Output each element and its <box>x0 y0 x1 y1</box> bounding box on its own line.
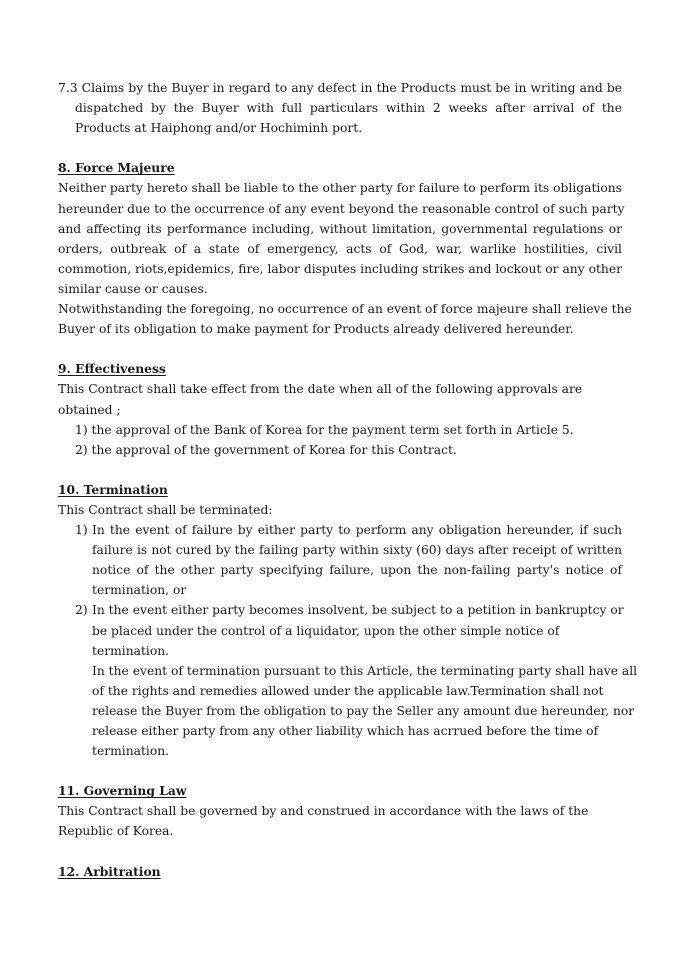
list-item-line: of the rights and remedies allowed under the applicable law.Termination shall not <box>92 683 604 698</box>
list-item-line: failure is not cured by the failing party within sixty (60) days after receipt of written <box>92 543 622 558</box>
paragraph-line: 7.3 Claims by the Buyer in regard to any defect in the Products must be in writing and be <box>58 81 622 95</box>
list-item-text: In the event of failure by either party to perform any obligation hereunder, if such <box>92 523 622 538</box>
list-item: 1) the approval of the Bank of Korea for the payment term set forth in Article 5. <box>75 422 574 437</box>
paragraph-line: This Contract shall be governed by and construed in accordance with the laws of the <box>58 804 589 819</box>
paragraph-line: hereunder due to the occurrence of any event beyond the reasonable control of such party <box>58 201 625 216</box>
list-item-line: release either party from any other liability which has acrrued before the time of <box>92 724 599 738</box>
paragraph-line: Notwithstanding the foregoing, no occurrence of an event of force majeure shall relieve the <box>58 302 632 317</box>
section-heading: 10. Termination <box>58 481 168 497</box>
paragraph-line: dispatched by the Buyer with full particulars within 2 weeks after arrival of the <box>75 101 622 116</box>
list-item: 2) the approval of the government of Korea for this Contract. <box>75 442 457 457</box>
section-heading: 11. Governing Law <box>58 783 187 799</box>
paragraph-line: and affecting its performance including, without limitation, governmental regulations or <box>58 221 622 236</box>
paragraph-line: Neither party hereto shall be liable to the other party for failure to perform its obligations <box>58 181 622 196</box>
list-item-line: notice of the other party specifying failure, upon the non-failing party's notice of <box>92 563 622 578</box>
section-effectiveness <box>58 359 622 459</box>
section-heading: 12. Arbitration <box>58 863 161 879</box>
list-item-line: termination. <box>92 643 170 658</box>
paragraph-line: obtained ; <box>58 402 121 417</box>
paragraph-line: This Contract shall take effect from the date when all of the following approvals are <box>58 382 583 397</box>
section-termination <box>58 480 638 761</box>
clause-7-3 <box>58 78 622 138</box>
section-heading: 9. Effectiveness <box>58 361 166 377</box>
list-item-line: release the Buyer from the obligation to pay the Seller any amount due hereunder, nor <box>92 703 635 718</box>
section-heading: 8. Force Majeure <box>58 160 175 176</box>
contract-page <box>58 78 638 882</box>
paragraph-line: Buyer of its obligation to make payment for Products already delivered hereunder. <box>58 322 574 337</box>
paragraph-line: commotion, riots,epidemics, fire, labor disputes including strikes and lockout or any other <box>58 261 622 276</box>
list-item <box>58 600 622 620</box>
list-item-text: In the event either party becomes insolvent, be subject to a petition in bankruptcy or <box>92 603 624 618</box>
list-item-line: termination, or <box>92 583 187 598</box>
paragraph-line: similar cause or causes. <box>58 281 208 296</box>
list-item-line: In the event of termination pursuant to this Article, the terminating party shall have all <box>92 663 638 678</box>
list-item-line: termination. <box>92 744 170 759</box>
list-item-line: be placed under the control of a liquidator, upon the other simple notice of <box>92 623 560 638</box>
paragraph-line: orders, outbreak of a state of emergency, acts of God, war, warlike hostilities, civil <box>58 241 622 256</box>
list-number: 1) <box>75 523 88 538</box>
paragraph-line: This Contract shall be terminated: <box>58 502 273 517</box>
paragraph-line: Republic of Korea. <box>58 824 174 839</box>
section-force-majeure <box>58 158 632 339</box>
section-governing-law <box>58 781 622 841</box>
paragraph-line: Products at Haiphong and/or Hochiminh port. <box>75 121 363 136</box>
list-item <box>58 520 622 540</box>
section-arbitration <box>58 862 622 882</box>
list-number: 2) <box>75 603 88 618</box>
